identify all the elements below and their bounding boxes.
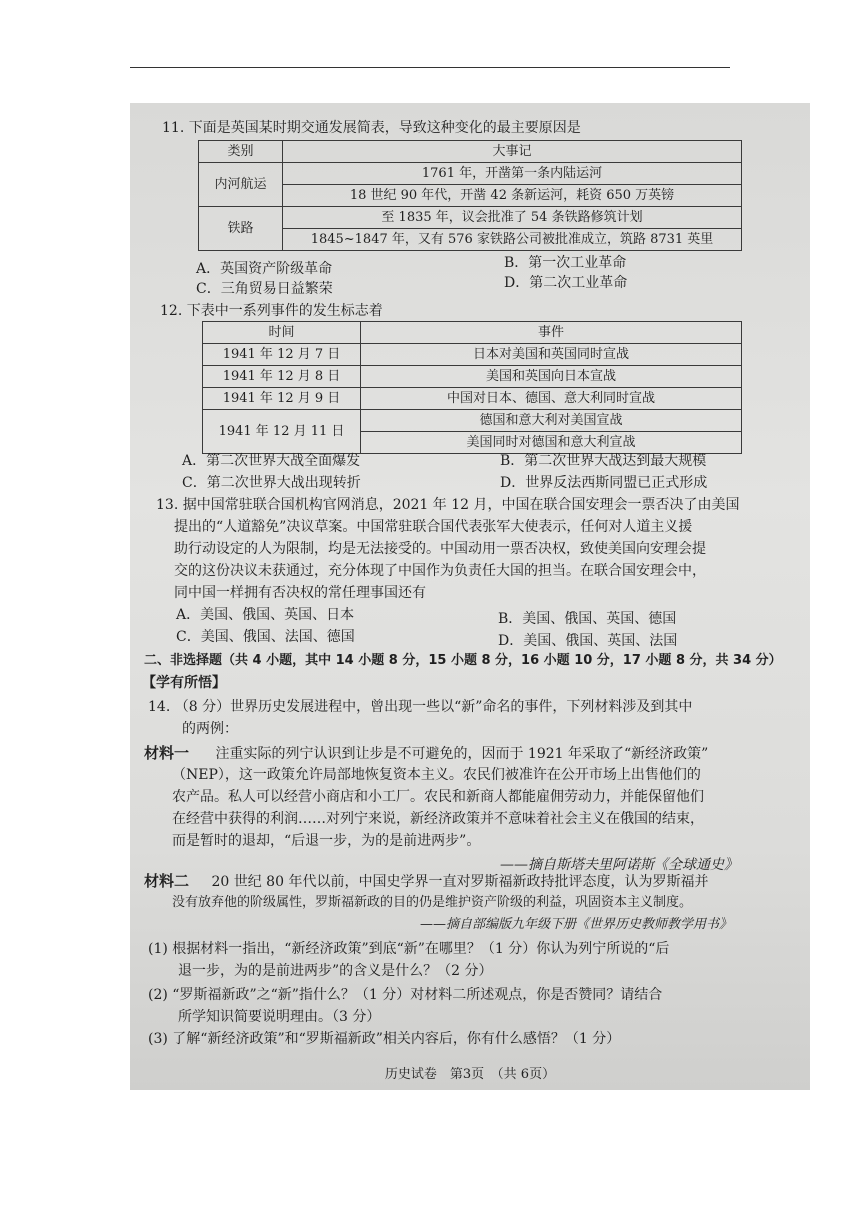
q14-line-1: 14. （8 分）世界历史发展进程中，曾出现一些以“新”命名的事件，下列材料涉及到其中	[148, 699, 693, 715]
q11-row-3: 至 1835 年，议会批准了 54 条铁路修筑计划	[283, 207, 742, 229]
q12-date-1: 1941 年 12 月 7 日	[203, 344, 361, 366]
q14-line-2: 的两例：	[182, 721, 238, 737]
q12-option-b: B．第二次世界大战达到最大规模	[500, 453, 707, 469]
header-rule	[130, 67, 730, 68]
material-1-line-4: 在经营中获得的利润……对列宁来说，新经济政策并不意味着社会主义在俄国的结束，	[172, 811, 704, 827]
material-1-label: 材料一	[144, 744, 190, 762]
material-1-line-3: 农产品。私人可以经营小商店和小工厂。农民和新商人都能雇佣劳动力，并能保留他们	[172, 789, 704, 805]
q14-part-1-line-1: (1) 根据材料一指出，“新经济政策”到底“新”在哪里？（1 分）你认为列宁所说的“后	[148, 941, 670, 957]
q12-event-1: 日本对美国和英国同时宣战	[361, 344, 742, 366]
q12-event-2: 美国和英国向日本宣战	[361, 366, 742, 388]
q14-part-1-line-2: 退一步，为的是前进两步”的含义是什么？（2 分）	[178, 963, 493, 979]
material-2-line-2: 没有放弃他的阶级属性，罗斯福新政的目的仍是维护资产阶级的利益，巩固资本主义制度。	[172, 895, 693, 910]
material-1-line-1: 注重实际的列宁认识到让步是不可避免的，因而于 1921 年采取了“新经济政策”	[215, 746, 709, 762]
material-1-line-5: 而是暂时的退却，“后退一步，为的是前进两步”。	[172, 833, 481, 849]
q12-option-c: C．第二次世界大战出现转折	[182, 475, 361, 491]
q13-line-2: 提出的“人道豁免”决议草案。中国常驻联合国代表张军大使表示，任何对人道主义援	[174, 519, 693, 535]
q11-cat-railway: 铁路	[199, 207, 283, 251]
material-1-line-2: （NEP），这一政策允许局部地恢复资本主义。农民们被准许在公开市场上出售他们的	[172, 767, 701, 783]
q11-cat-waterway: 内河航运	[199, 163, 283, 207]
section-2-subtitle: 【学有所悟】	[142, 675, 226, 691]
q12-event-5: 美国同时对德国和意大利宣战	[361, 432, 742, 454]
q12-option-d: D．世界反法西斯同盟已正式形成	[500, 475, 708, 491]
q12-option-a: A．第二次世界大战全面爆发	[182, 453, 361, 469]
scanned-exam-page	[130, 103, 810, 1090]
q12-date-3: 1941 年 12 月 9 日	[203, 388, 361, 410]
q11-row-2: 18 世纪 90 年代，开凿 42 条新运河，耗资 650 万英镑	[283, 185, 742, 207]
q13-line-4: 交的这份决议未获通过，充分体现了中国作为负责任大国的担当。在联合国安理会中，	[174, 563, 706, 579]
q12-event-3: 中国对日本、德国、意大利同时宣战	[361, 388, 742, 410]
section-2-title: 二、非选择题（共 4 小题，其中 14 小题 8 分，15 小题 8 分，16 小题 10 分，17 小题 8 分，共 34 分）	[144, 653, 782, 668]
q12-header-event: 事件	[361, 322, 742, 344]
material-2-line-1: 20 世纪 80 年代以前，中国史学界一直对罗斯福新政持批评态度，认为罗斯福并	[211, 874, 709, 890]
q11-option-a: A．英国资产阶级革命	[196, 261, 333, 277]
q12-stem: 12. 下表中一系列事件的发生标志着	[160, 303, 383, 319]
q11-row-4: 1845~1847 年，又有 576 家铁路公司被批准成立，筑路 8731 英里	[283, 229, 742, 251]
q11-header-events: 大事记	[283, 141, 742, 163]
q13-line-1: 13. 据中国常驻联合国机构官网消息，2021 年 12 月，中国在联合国安理会一票否决了由美国	[156, 497, 740, 513]
q12-event-4: 德国和意大利对美国宣战	[361, 410, 742, 432]
q14-part-2-line-1: (2) “罗斯福新政”之“新”指什么？（1 分）对材料二所述观点，你是否赞同？请结合	[148, 987, 663, 1003]
q11-table	[198, 140, 742, 251]
q14-part-3: (3) 了解“新经济政策”和“罗斯福新政”相关内容后，你有什么感悟？（1 分）	[148, 1031, 621, 1047]
q12-date-2: 1941 年 12 月 8 日	[203, 366, 361, 388]
q11-stem: 11. 下面是英国某时期交通发展简表，导致这种变化的最主要原因是	[162, 120, 581, 136]
q13-option-d: D．美国、俄国、英国、法国	[498, 633, 678, 649]
q12-table	[202, 321, 742, 454]
q13-option-c: C．美国、俄国、法国、德国	[176, 629, 355, 645]
page-content	[130, 103, 810, 1090]
q14-part-2-line-2: 所学知识简要说明理由。（3 分）	[178, 1009, 381, 1025]
q13-line-5: 同中国一样拥有否决权的常任理事国还有	[174, 585, 426, 601]
q12-date-4: 1941 年 12 月 11 日	[203, 410, 361, 454]
q11-header-category: 类别	[199, 141, 283, 163]
q11-option-d: D．第二次工业革命	[504, 275, 628, 291]
material-2-label: 材料二	[144, 872, 190, 890]
q12-header-time: 时间	[203, 322, 361, 344]
q11-option-c: C．三角贸易日益繁荣	[196, 281, 333, 297]
q13-option-b: B．美国、俄国、英国、德国	[498, 611, 677, 627]
q13-option-a: A．美国、俄国、英国、日本	[176, 607, 355, 623]
q11-option-b: B．第一次工业革命	[504, 255, 627, 271]
page-footer: 历史试卷 第3页 （共 6页）	[384, 1067, 556, 1082]
material-1-source: ——摘自斯塔夫里阿诺斯《全球通史》	[500, 857, 738, 873]
q11-row-1: 1761 年，开凿第一条内陆运河	[283, 163, 742, 185]
material-2-source: ——摘自部编版九年级下册《世界历史教师教学用书》	[420, 917, 733, 932]
q13-line-3: 助行动设定的人为限制，均是无法接受的。中国动用一票否决权，致使美国向安理会提	[174, 541, 706, 557]
